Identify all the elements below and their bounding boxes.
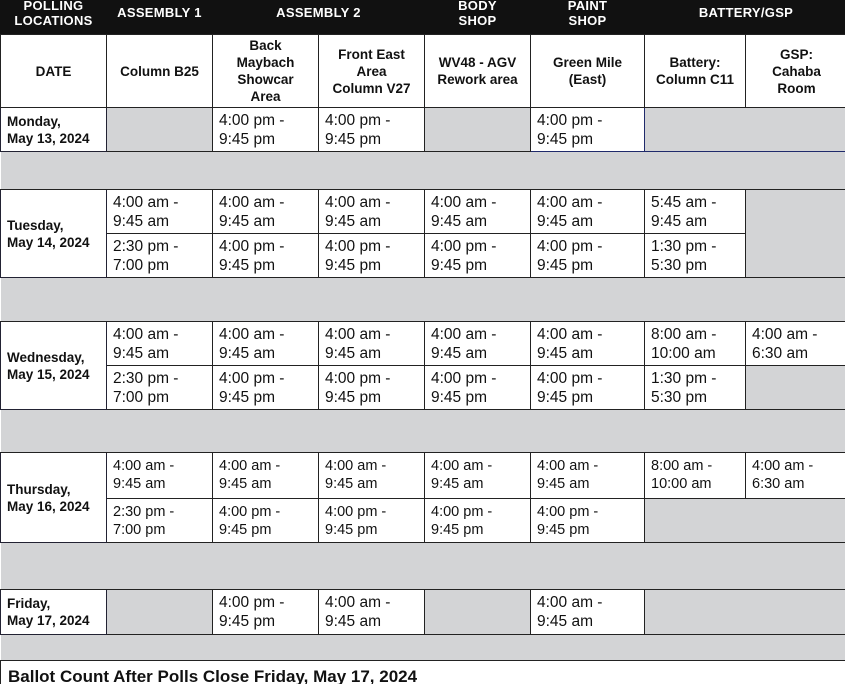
- subheader-back-maybach: Back Maybach Showcar Area: [213, 35, 319, 108]
- time-cell: 4:00 am - 9:45 am: [531, 322, 645, 366]
- time-cell: 4:00 pm - 9:45 pm: [319, 366, 425, 410]
- empty-cell: [107, 108, 213, 152]
- empty-cell: [425, 590, 531, 635]
- spacer-row: [1, 152, 845, 190]
- empty-cell: [746, 190, 845, 278]
- subheader-gsp-cahaba: GSP: Cahaba Room: [746, 35, 845, 108]
- empty-cell: [107, 590, 213, 635]
- time-cell: 4:00 pm - 9:45 pm: [319, 108, 425, 152]
- time-cell: 4:00 am - 9:45 am: [213, 453, 319, 499]
- time-cell: 4:00 am - 9:45 am: [425, 190, 531, 234]
- time-cell: 4:00 pm - 9:45 pm: [425, 499, 531, 543]
- spacer-row: [1, 278, 845, 322]
- time-cell: 4:00 pm - 9:45 pm: [319, 234, 425, 278]
- time-cell: 4:00 am - 9:45 am: [107, 190, 213, 234]
- spacer: [1, 635, 845, 661]
- time-cell: 4:00 pm - 9:45 pm: [213, 234, 319, 278]
- ballot-count-note: Ballot Count After Polls Close Friday, May 17, 2024: [1, 661, 845, 684]
- empty-cell: [645, 108, 845, 152]
- time-cell: 4:00 am - 9:45 am: [425, 322, 531, 366]
- spacer: [1, 543, 845, 590]
- time-cell: 4:00 pm - 9:45 pm: [213, 108, 319, 152]
- empty-cell: [645, 499, 845, 543]
- header-battery-gsp: BATTERY/GSP: [645, 0, 845, 35]
- spacer-row: [1, 410, 845, 453]
- time-cell: 4:00 am - 9:45 am: [213, 322, 319, 366]
- row-tuesday-am: [1, 190, 845, 234]
- time-cell: 4:00 pm - 9:45 pm: [213, 499, 319, 543]
- spacer: [1, 278, 845, 322]
- time-cell: 4:00 pm - 9:45 pm: [531, 366, 645, 410]
- row-thursday-am: [1, 453, 845, 499]
- time-cell: 2:30 pm - 7:00 pm: [107, 366, 213, 410]
- time-cell: 2:30 pm - 7:00 pm: [107, 234, 213, 278]
- time-cell: 4:00 am - 9:45 am: [107, 322, 213, 366]
- time-cell: 8:00 am - 10:00 am: [645, 322, 746, 366]
- header-polling-locations: POLLING LOCATIONS: [1, 0, 107, 35]
- date-tuesday: Tuesday, May 14, 2024: [1, 190, 107, 278]
- time-cell: 4:00 pm - 9:45 pm: [213, 366, 319, 410]
- time-cell: 4:00 am - 9:45 am: [531, 590, 645, 635]
- time-cell: 4:00 am - 9:45 am: [319, 190, 425, 234]
- time-cell: 4:00 pm - 9:45 pm: [213, 590, 319, 635]
- date-thursday: Thursday, May 16, 2024: [1, 453, 107, 543]
- row-wednesday-am: [1, 322, 845, 366]
- time-cell: 4:00 am - 9:45 am: [213, 190, 319, 234]
- time-cell: 4:00 pm - 9:45 pm: [531, 234, 645, 278]
- ballot-count-row: [1, 661, 845, 684]
- date-monday: Monday, May 13, 2024: [1, 108, 107, 152]
- time-cell: 4:00 pm - 9:45 pm: [531, 108, 645, 152]
- row-thursday-pm: [1, 499, 845, 543]
- time-cell: 4:00 am - 9:45 am: [319, 453, 425, 499]
- row-friday: [1, 590, 845, 635]
- time-cell: 5:45 am - 9:45 am: [645, 190, 746, 234]
- row-tuesday-pm: [1, 234, 845, 278]
- time-cell: 8:00 am - 10:00 am: [645, 453, 746, 499]
- spacer-row: [1, 635, 845, 661]
- header-assembly-1: ASSEMBLY 1: [107, 0, 213, 35]
- group-header-row: [1, 0, 845, 35]
- subheader-date: DATE: [1, 35, 107, 108]
- time-cell: 4:00 pm - 9:45 pm: [425, 234, 531, 278]
- empty-cell: [645, 590, 845, 635]
- date-friday: Friday, May 17, 2024: [1, 590, 107, 635]
- date-wednesday: Wednesday, May 15, 2024: [1, 322, 107, 410]
- time-cell: 4:00 pm - 9:45 pm: [319, 499, 425, 543]
- spacer: [1, 152, 845, 190]
- empty-cell: [425, 108, 531, 152]
- row-wednesday-pm: [1, 366, 845, 410]
- spacer-row: [1, 543, 845, 590]
- time-cell: 4:00 pm - 9:45 pm: [531, 499, 645, 543]
- time-cell: 1:30 pm - 5:30 pm: [645, 366, 746, 410]
- time-cell: 4:00 am - 9:45 am: [531, 453, 645, 499]
- time-cell: 4:00 am - 9:45 am: [107, 453, 213, 499]
- time-cell: 4:00 am - 9:45 am: [319, 322, 425, 366]
- spacer: [1, 410, 845, 453]
- time-cell: 4:00 pm - 9:45 pm: [425, 366, 531, 410]
- subheader-battery-c11: Battery: Column C11: [645, 35, 746, 108]
- time-cell: 4:00 am - 9:45 am: [319, 590, 425, 635]
- header-body-shop: BODY SHOP: [425, 0, 531, 35]
- header-paint-shop: PAINT SHOP: [531, 0, 645, 35]
- subheader-front-east: Front East Area Column V27: [319, 35, 425, 108]
- time-cell: 2:30 pm - 7:00 pm: [107, 499, 213, 543]
- subheader-wv48: WV48 - AGV Rework area: [425, 35, 531, 108]
- time-cell: 4:00 am - 9:45 am: [531, 190, 645, 234]
- row-monday: [1, 108, 845, 152]
- time-cell: 1:30 pm - 5:30 pm: [645, 234, 746, 278]
- time-cell: 4:00 am - 9:45 am: [425, 453, 531, 499]
- sub-header-row: [1, 35, 845, 108]
- subheader-column-b25: Column B25: [107, 35, 213, 108]
- empty-cell: [746, 366, 845, 410]
- subheader-green-mile: Green Mile (East): [531, 35, 645, 108]
- time-cell: 4:00 am - 6:30 am: [746, 453, 845, 499]
- time-cell: 4:00 am - 6:30 am: [746, 322, 845, 366]
- header-assembly-2: ASSEMBLY 2: [213, 0, 425, 35]
